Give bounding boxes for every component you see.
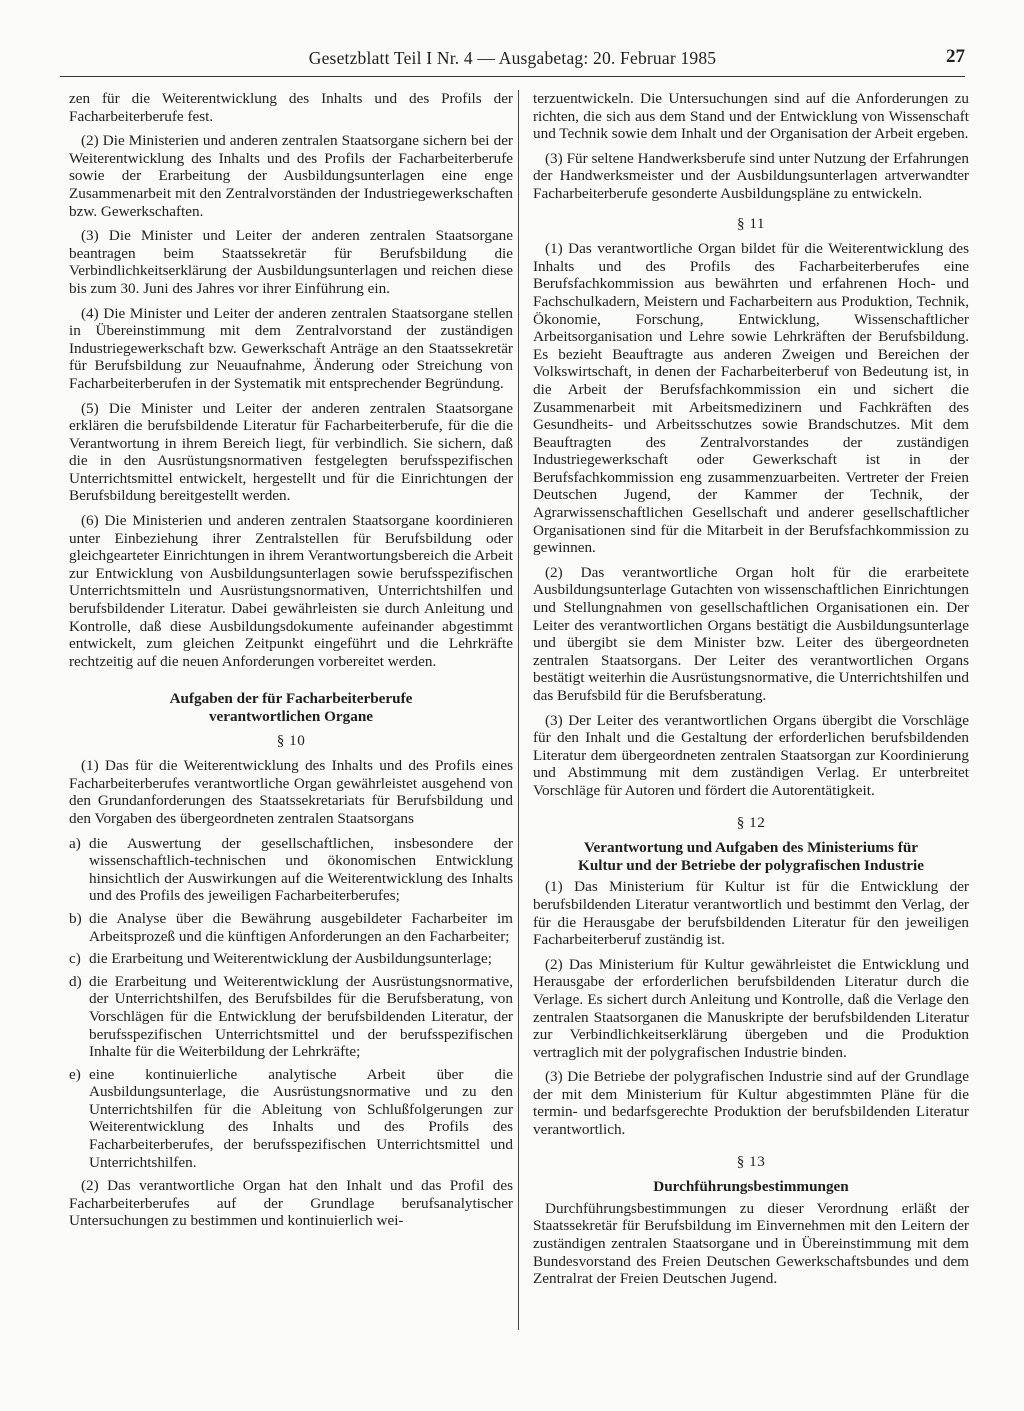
list-item-label: a) xyxy=(69,834,81,852)
paragraph: terzuentwickeln. Die Untersuchungen sind auf die Anforderungen zu richten, die sich aus dem Stand und der Entwicklung von Wissenschaft und Technik sowie dem Inhalt und der Organisation der Arbeit ergeben. xyxy=(533,90,969,143)
paragraph: (1) Das für die Weiterentwicklung des Inhalts und des Profils eines Facharbeiterberufes verantwortliche Organ gewährleistet ausgehend von den Grundanforderungen des Staatssekretariats für Berufsbildung und den Vorgaben des übergeordneten zentralen Staatsorgans xyxy=(69,757,513,827)
paragraph: (2) Die Ministerien und anderen zentralen Staatsorgane sichern bei der Weiterentwicklung des Inhalts und des Profils der Facharbeiterberufe sowie der Erarbeitung der Ausbildungsunterlagen eine enge Zusammenarbeit mit den Zentralvorständen der Industriegewerkschaften bzw. Gewerkschaften. xyxy=(69,132,513,220)
section-heading: Durchführungsbestimmungen xyxy=(653,1178,849,1196)
header-title: Gesetzblatt Teil I Nr. 4 — Ausgabetag: 20. Februar 1985 xyxy=(308,48,717,68)
column-divider xyxy=(518,90,519,1330)
left-column xyxy=(69,90,513,1237)
paragraph: (1) Das Ministerium für Kultur ist für die Entwicklung der berufsbildenden Literatur verantwortlich und bestimmt den Verlag, der für die Herausgabe der berufsbildenden Literatur für den jeweiligen Facharbeiterberuf zuständig ist. xyxy=(533,878,969,949)
page-header xyxy=(60,46,965,77)
paragraph: (1) Das verantwortliche Organ bildet für die Weiterentwicklung des Inhalts und des Profils des Facharbeiterberufes eine Berufsfachkommission aus bewährten und erfahrenen Hoch- und Fachschulkadern, Meistern und Facharbeitern aus Produktion, Technik, Ökonomie, Forschung, Entwicklung, Wissenschaftlicher Arbeitsorganisation und Lehre sowie Lehrkräften der Berufsbildung. Es bezieht Beauftragte aus anderen Zweigen und Bereichen der Volkswirtschaft, in denen der Facharbeiterberuf von Bedeutung ist, in die Arbeit der Berufsfachkommission ein und sichert die Zusammenarbeit mit Arbeitsmedizinern und Fachkräften des Gesundheits- und Arbeitsschutzes sowie Brandschutzes. Mit dem Beauftragten des Zentralvorstandes der zuständigen Industriegewerkschaft oder Gewerkschaft ist in der Berufsfachkommission eng zusammenzuarbeiten. Vertreter der Freien Deutschen Jugend, der Kammer der Technik, der Agrarwissenschaftlichen Gesellschaft und anderer gesellschaftlicher Organisationen sind für die Mitarbeit in der Berufsfachkommission zu gewinnen. xyxy=(533,240,969,557)
list-item-text: eine kontinuierliche analytische Arbeit über die Ausbildungsunterlage, die Ausrüstungsnormative und zu den Unterrichtshilfen für die Ableitung von Schlußfolgerungen zur Weiterentwicklung des Inhalts und des Profils des Facharbeiterberufes, der berufsspezifischen Unterrichtsmittel und Unterrichtshilfen. xyxy=(89,1065,513,1171)
paragraph: Durchführungsbestimmungen zu dieser Verordnung erläßt der Staatssekretär für Berufsbildung im Einvernehmen mit den Leitern der zuständigen zentralen Staatsorgane und in Übereinstimmung mit dem Bundesvorstand des Freien Deutschen Gewerkschaftsbundes und dem Zentralrat der Freien Deutschen Jugend. xyxy=(533,1199,969,1288)
list-item-label: c) xyxy=(69,950,81,968)
section-heading-line: Verantwortung und Aufgaben des Ministeriums für xyxy=(583,839,919,857)
section-heading-line: verantwortlichen Organe xyxy=(208,708,374,725)
right-column xyxy=(533,90,969,1295)
list-item-text: die Erarbeitung und Weiterentwicklung der Ausbildungsunterlage; xyxy=(89,950,492,968)
section-heading-line: Kultur und der Betriebe der polygrafischen Industrie xyxy=(578,856,924,874)
list-item xyxy=(69,950,513,968)
section-heading-line: Aufgaben der für Facharbeiterberufe xyxy=(169,690,413,708)
list-item-label: e) xyxy=(69,1065,81,1083)
paragraph: (3) Der Leiter des verantwortlichen Organs übergibt die Vorschläge für den Inhalt und die Gestaltung der erforderlichen berufsbildenden Literatur dem übergeordneten zentralen Staatsorgan zur Koordinierung und Abstimmung mit dem zuständigen Verlag. Er unterbreitet Vorschläge für Autoren und fördert die Autorentätigkeit. xyxy=(533,711,969,799)
list-item xyxy=(69,1066,513,1172)
paragraph: (6) Die Ministerien und anderen zentralen Staatsorgane koordinieren unter Einbeziehung ihrer Zentralstellen für Berufsbildung oder gleichgearteter Einrichtungen in ihrem Verantwortungsbereich die Arbeit zur Entwicklung von Ausbildungsunterlagen sowie berufsspezifischen Unterrichtsmitteln und Ausrüstungsnormativen, Unterrichtshilfen und berufsbildender Literatur. Dabei gewährleisten sie durch Anleitung und Kontrolle, daß diese Ausbildungsdokumente aufeinander abgestimmt entwickelt, zum gleichen Zeitpunkt eingeführt und die Lehrkräfte rechtzeitig auf die neuen Anforderungen vorbereitet werden. xyxy=(69,512,513,670)
list-item xyxy=(69,910,513,945)
list-item-text: die Erarbeitung und Weiterentwicklung der Ausrüstungsnormative, der Unterrichtshilfen, des Berufsbildes für die Berufsberatung, von Vorschlägen für die Entwicklung der berufsbildenden Literatur, der berufsspezifischen Unterrichtsmittel und der berufsspezifischen Inhalte für die Weiterbildung der Lehrkräfte; xyxy=(89,972,513,1061)
list-item-text: die Auswertung der gesellschaftlichen, insbesondere der wissenschaftlich-technischen und ökonomischen Entwicklung hinsichtlich der Auswirkungen auf die Weiterentwicklung des Inhalts und des Profils des jeweiligen Facharbeiterberufes; xyxy=(89,834,513,905)
paragraph: zen für die Weiterentwicklung des Inhalts und des Profils der Facharbeiterberufe fest. xyxy=(69,90,513,125)
list-item-label: b) xyxy=(69,909,82,927)
paragraph: (3) Die Betriebe der polygrafischen Industrie sind auf der Grundlage der mit dem Ministerium für Kultur abgestimmten Pläne für die termin- und bedarfsgerechte Produktion der berufsbildenden Literatur verantwortlich. xyxy=(533,1068,969,1139)
paragraph: (2) Das Ministerium für Kultur gewährleistet die Entwicklung und Herausgabe der erforderlichen berufsbildenden Literatur durch die Verlage. Es sichert durch Anleitung und Kontrolle, daß die Verlage den zentralen Staatsorganen die Manuskripte der berufsbildenden Literatur zur Verbindlichkeitserklärung übergeben und die Produktion vertraglich mit der polygrafischen Industrie binden. xyxy=(533,955,969,1061)
list-item-text: die Analyse über die Bewährung ausgebildeter Facharbeiter im Arbeitsprozeß und die künftigen Anforderungen an den Facharbeiter; xyxy=(89,909,513,945)
section-number: § 11 xyxy=(736,214,765,232)
page-number: 27 xyxy=(946,46,965,67)
list-item xyxy=(69,835,513,905)
section-number: § 13 xyxy=(736,1152,766,1170)
paragraph: (2) Das verantwortliche Organ hat den Inhalt und das Profil des Facharbeiterberufes auf der Grundlage berufsanalytischer Untersuchungen zu bestimmen und kontinuierlich wei- xyxy=(69,1177,513,1230)
paragraph: (5) Die Minister und Leiter der anderen zentralen Staatsorgane erklären die berufsbildende Literatur für Facharbeiterberufe, für die die Verantwortung in ihrem Bereich liegt, für verbindlich. Sie sichern, daß die in den Ausrüstungsnormativen festgelegten berufsspezifischen Unterrichtsmittel entwickelt, hergestellt und für die Einrichtungen der Berufsbildung bereitgestellt werden. xyxy=(69,399,513,505)
paragraph: (4) Die Minister und Leiter der anderen zentralen Staatsorgane stellen in Übereinstimmung mit dem Zentralvorstand der zuständigen Industriegewerkschaft bzw. Gewerkschaft Anträge an den Staatssekretär für Berufsbildung zur Neuaufnahme, Änderung oder Streichung von Facharbeiterberufen in der Systematik mit entsprechender Begründung. xyxy=(69,304,513,392)
paragraph: (2) Das verantwortliche Organ holt für die erarbeitete Ausbildungsunterlage Gutachten von wissenschaftlichen Einrichtungen und Stellungnahmen von gesellschaftlichen Organisationen ein. Der Leiter des verantwortlichen Organs bestätigt die Ausbildungsunterlage und übergibt sie dem Minister bzw. Leiter des übergeordneten zentralen Staatsorgans. Der Leiter des verantwortlichen Organs bestätigt weiterhin die Ausrüstungsnormative, die Unterrichtshilfen und das Berufsbild für die Berufsberatung. xyxy=(533,563,969,704)
section-number: § 10 xyxy=(276,731,306,749)
paragraph: (3) Für seltene Handwerksberufe sind unter Nutzung der Erfahrungen der Handwerksmeister und der Ausbildungsunterlagen artverwandter Facharbeiterberufe gesonderte Ausbildungspläne zu entwickeln. xyxy=(533,149,969,202)
list-item xyxy=(69,973,513,1061)
paragraph: (3) Die Minister und Leiter der anderen zentralen Staatsorgane beantragen beim Staatssekretär für Berufsbildung die Verbindlichkeitserklärung der Ausbildungsunterlagen und reichen diese bis zum 30. Juni des Jahres vor ihrer Einführung ein. xyxy=(69,227,513,297)
section-number: § 12 xyxy=(736,813,766,831)
list-item-label: d) xyxy=(69,972,82,990)
